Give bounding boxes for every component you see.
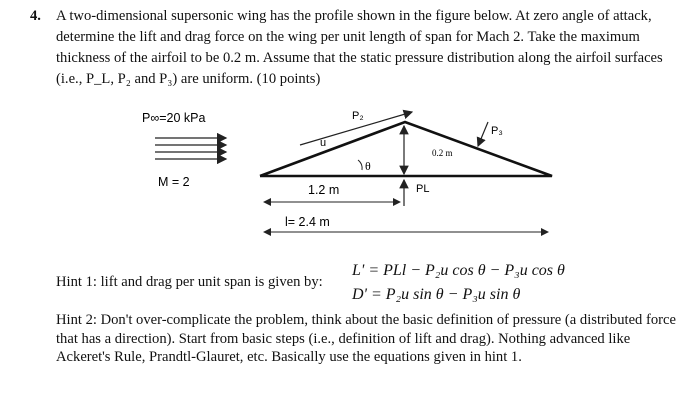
p-infinity-label: P∞=20 kPa [142, 111, 206, 125]
p3-label: P₃ [491, 125, 503, 137]
thickness-label: 0.2 m [432, 148, 453, 158]
p2-label: P₂ [352, 110, 364, 122]
half-length-label: 1.2 m [308, 183, 340, 197]
airfoil-profile [260, 122, 552, 176]
theta-arc [358, 160, 362, 170]
lift-equation: L' = PLl − P₂u cos θ − P₃u cos θ [352, 262, 565, 279]
freestream-arrows [155, 138, 226, 159]
p3-arrow [478, 122, 488, 146]
hint1-label: Hint 1: lift and drag per unit span is given by: [56, 274, 323, 290]
mach-label: M = 2 [158, 175, 190, 189]
u-label: u [320, 137, 327, 149]
problem-number: 4. [30, 8, 41, 24]
airfoil-figure [0, 104, 700, 254]
problem-text: A two-dimensional supersonic wing has the profile shown in the figure below. At zero angle of attack, determine the lift and drag force on the wing per unit length of span for Mach 2. Take the maximum thickness of the airfoil to be 0.2 m. Assume that the static pressure distribution along the airfoil surfaces (i.e., P_L, P₂ and P₃) are uniform. (10 points) [56, 8, 663, 87]
drag-equation: D' = P₂u sin θ − P₃u sin θ [352, 286, 521, 303]
theta-label: θ [365, 159, 371, 173]
problem-statement [30, 6, 680, 90]
hint2: Hint 2: Don't over-complicate the problem, think about the basic definition of pressure (a distributed force that has a direction). Start from basic steps (i.e., definition of lift and drag). Nothing advanced like Ackeret's Rule, Prandtl-Glauret, etc. Basically use the equations given in hint 1. [56, 312, 676, 365]
pl-label: PL [416, 183, 430, 195]
total-length-label: l= 2.4 m [285, 215, 330, 229]
